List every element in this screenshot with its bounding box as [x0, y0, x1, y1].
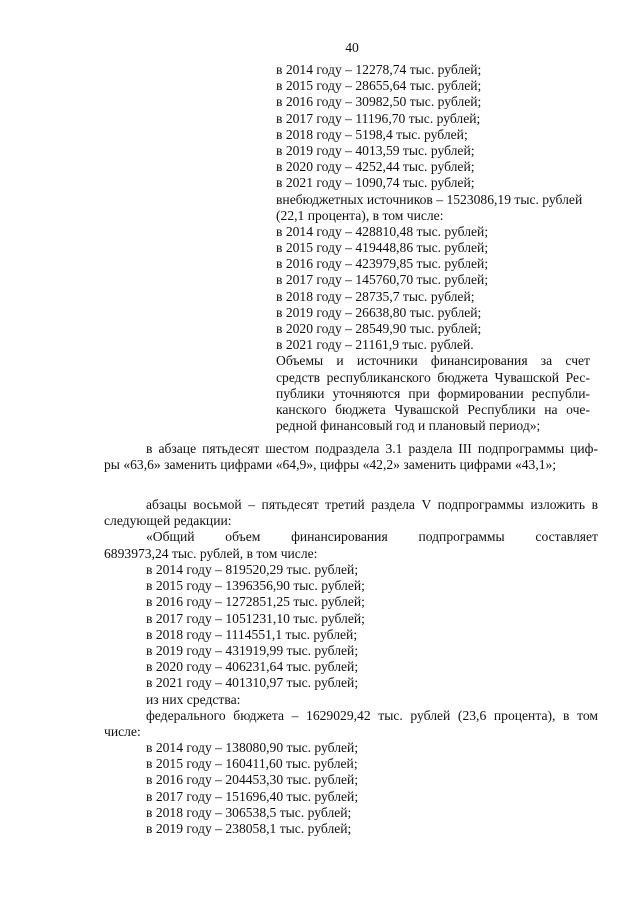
- total-years-list: [146, 562, 365, 708]
- note-line-2: средств республиканского бюджета Чувашской Рес-: [276, 369, 590, 385]
- extrabudget-year-2014: в 2014 году – 428810,48 тыс. рублей;: [276, 223, 489, 239]
- extrabudget-sources-line: внебюджетных источников – 1523086,19 тыс. рублей: [276, 191, 583, 207]
- note-line-4: канского бюджета Чувашской Республики на оче-: [276, 401, 590, 417]
- total-year-2015: в 2015 году – 1396356,90 тыс. рублей;: [146, 578, 365, 594]
- extrabudget-year-2015: в 2015 году – 419448,86 тыс. рублей;: [276, 240, 489, 256]
- federal-budget-paragraph: [104, 708, 598, 740]
- amendment-paragraph-1: [104, 441, 598, 473]
- federal-year-2014: в 2014 году – 138080,90 тыс. рублей;: [146, 740, 359, 755]
- budget-year-2014: в 2014 году – 12278,74 тыс. рублей;: [276, 62, 482, 77]
- budget-year-2017: в 2017 году – 11196,70 тыс. рублей;: [276, 110, 481, 126]
- note-line-3: публики уточняются при формировании республи-: [276, 385, 590, 401]
- extrabudget-year-2018: в 2018 году – 28735,7 тыс. рублей;: [276, 288, 475, 304]
- federal-year-2017: в 2017 году – 151696,40 тыс. рублей;: [146, 788, 359, 804]
- total-year-2018: в 2018 году – 1114551,1 тыс. рублей;: [146, 626, 358, 642]
- extrabudget-year-2016: в 2016 году – 423979,85 тыс. рублей;: [276, 256, 489, 272]
- federal-year-2016: в 2016 году – 204453,30 тыс. рублей;: [146, 772, 359, 788]
- amendment-paragraph-1-line-1: в абзаце пятьдесят шестом подраздела 3.1 раздела III подпрограммы циф-: [146, 441, 598, 456]
- amendment-paragraph-2-line-1: абзацы восьмой – пятьдесят третий раздела V подпрограммы изложить в: [146, 497, 598, 512]
- note-line-1: Объемы и источники финансирования за счет: [276, 353, 590, 369]
- total-year-2016: в 2016 году – 1272851,25 тыс. рублей;: [146, 594, 365, 610]
- amendment-paragraph-2: [104, 497, 598, 562]
- federal-years-list: [146, 740, 358, 837]
- federal-year-2015: в 2015 году – 160411,60 тыс. рублей;: [146, 756, 358, 772]
- amendment-paragraph-2-line-2: следующей редакции:: [104, 513, 232, 529]
- page-number: 40: [345, 40, 359, 55]
- extrabudget-percent-line: (22,1 процента), в том числе:: [276, 207, 444, 223]
- extrabudget-year-2020: в 2020 году – 28549,90 тыс. рублей;: [276, 321, 482, 336]
- total-year-2020: в 2020 году – 406231,64 тыс. рублей;: [146, 659, 359, 675]
- federal-year-2018: в 2018 году – 306538,5 тыс. рублей;: [146, 804, 352, 820]
- budget-year-2015: в 2015 году – 28655,64 тыс. рублей;: [276, 78, 482, 94]
- budget-year-2021: в 2021 году – 1090,74 тыс. рублей;: [276, 175, 475, 191]
- amendment-paragraph-1-line-2: ры «63,6» заменить цифрами «64,9», цифры «42,2» заменить цифрами «43,1»;: [104, 457, 557, 473]
- from-them-line: из них средства:: [146, 691, 241, 707]
- total-year-2019: в 2019 году – 431919,99 тыс. рублей;: [146, 642, 359, 658]
- federal-year-2019: в 2019 году – 238058,1 тыс. рублей;: [146, 820, 352, 836]
- quote-total-line-2: 6893973,24 тыс. рублей, в том числе:: [104, 545, 318, 561]
- right-column-block: [276, 62, 590, 434]
- budget-year-2018: в 2018 году – 5198,4 тыс. рублей;: [276, 126, 468, 142]
- total-year-2014: в 2014 году – 819520,29 тыс. рублей;: [146, 562, 359, 577]
- extrabudget-year-2021: в 2021 году – 21161,9 тыс. рублей.: [276, 337, 474, 353]
- quote-total-line-1: «Общий объем финансирования подпрограммы составляет: [146, 529, 598, 545]
- federal-budget-line-1: федерального бюджета – 1629029,42 тыс. рублей (23,6 процента), в том: [146, 708, 598, 723]
- budget-year-2020: в 2020 году – 4252,44 тыс. рублей;: [276, 159, 475, 175]
- federal-budget-line-2: числе:: [104, 724, 141, 740]
- extrabudget-year-2019: в 2019 году – 26638,80 тыс. рублей;: [276, 304, 482, 320]
- total-year-2017: в 2017 году – 1051231,10 тыс. рублей;: [146, 610, 365, 626]
- budget-year-2016: в 2016 году – 30982,50 тыс. рублей;: [276, 94, 482, 110]
- budget-year-2019: в 2019 году – 4013,59 тыс. рублей;: [276, 142, 475, 158]
- note-line-5: редной финансовый год и плановый период»;: [276, 418, 541, 434]
- total-year-2021: в 2021 году – 401310,97 тыс. рублей;: [146, 675, 359, 691]
- extrabudget-year-2017: в 2017 году – 145760,70 тыс. рублей;: [276, 272, 489, 288]
